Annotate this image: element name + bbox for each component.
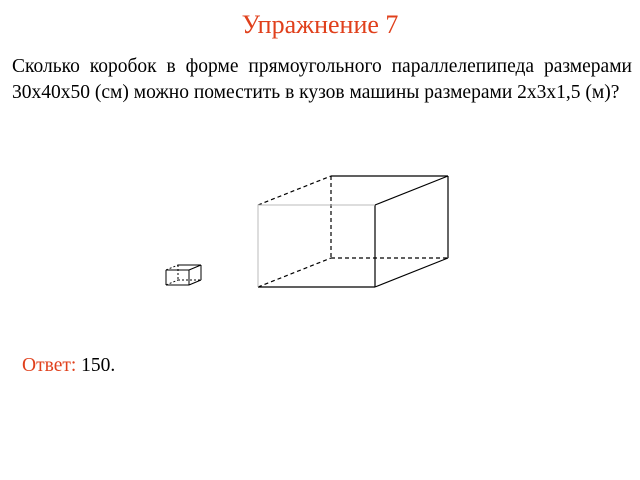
large-box — [258, 176, 448, 287]
small-box — [166, 265, 201, 285]
problem-text: Сколько коробок в форме прямоугольного параллелепипеда размерами 30х40х50 (см) можно поместить в кузов машины размерами 2х3х1,5 (м)? — [12, 56, 632, 103]
large-box-visible-edges — [258, 176, 448, 287]
answer-value: 150. — [76, 355, 116, 376]
large-box-hidden-edges — [258, 176, 448, 287]
answer-line — [22, 353, 115, 379]
answer-label: Ответ: — [22, 355, 77, 376]
slide-title: Упражнение 7 — [241, 10, 399, 39]
large-box-faint-edges — [258, 205, 375, 287]
